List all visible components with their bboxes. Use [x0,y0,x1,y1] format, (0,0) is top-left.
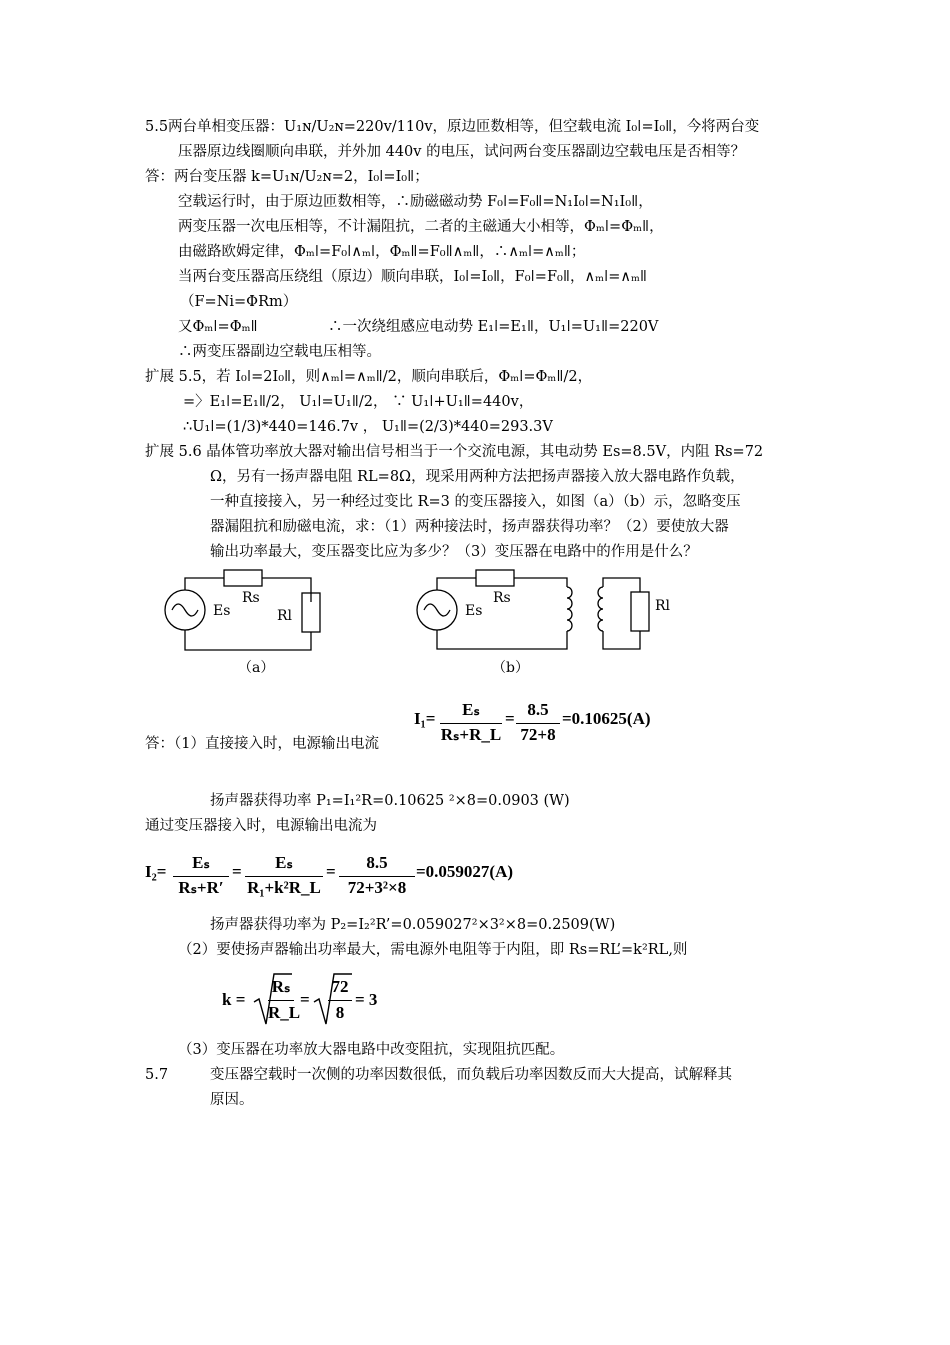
eq3-eq: = [300,990,310,1009]
eq2-den1: Rₛ+R′ [178,878,224,897]
eq1-rhs: =0.10625(A) [562,709,651,728]
ac-source-a-wave [172,604,198,616]
extension-5-6-line1: 扩展 5.6 晶体管功率放大器对输出信号相当于一个交流电源，其电动势 Es=8.5V，内阻 Rs=72 [145,444,764,460]
eq2-bar2 [245,876,323,877]
answer-5-5-line1: 答：两台变压器 k=U₁ɴ/U₂ɴ=2，I₀ǀ=I₀ǁ； [145,169,429,185]
eq1-bar1 [440,723,502,724]
answer-5-5-line6: （F=Ni=ΦRm） [180,294,298,310]
problem-5-7-line1: 变压器空载时一次侧的功率因数很低，而负载后功率因数反而大大提高，试解释其 [210,1067,732,1083]
eq2-den3: 72+3²×8 [347,878,407,897]
caption-b: （b） [492,660,529,676]
answer-5-6-part2: （2）要使扬声器输出功率最大，需电源外电阻等于内阻，即 Rs=RL’=k²RL,则 [178,942,688,958]
eq2-den2: R₁+k²R_L [247,878,321,897]
power-p2: 扬声器获得功率为 P₂=I₂²R’=0.059027²×3²×8=0.2509(W) [210,917,616,933]
problem-5-5-line2: 压器原边线圈顺向串联，并外加 440v 的电压，试问两台变压器副边空载电压是否相等？ [178,144,746,160]
label-rs-b: Rs [493,590,511,606]
extension-5-6-line3: 一种直接接入，另一种经过变比 R=3 的变压器接入，如图（a）（b）示，忽略变压 [210,494,741,510]
extension-5-6-line2: Ω，另有一扬声器电阻 RL=8Ω，现采用两种方法把扬声器接入放大器电路作负载， [210,469,745,485]
transformer-current-intro: 通过变压器接入时，电源输出电流为 [145,818,377,834]
problem-5-7-line2: 原因。 [210,1092,254,1108]
extension-5-5-line3: ∴U₁ǀ=(1/3)*440=146.7v ， U₁ǁ=(2/3)*440=293.3V [183,419,553,435]
eq1-num1: Eₛ [462,700,480,719]
eq3-lhs: k = [222,990,246,1009]
answer-5-5-line2: 空载运行时，由于原边匝数相等，∴励磁磁动势 F₀ǀ=F₀ǁ=N₁I₀ǀ=N₁I₀ǁ， [178,194,653,210]
label-rl-a: Rl [277,608,293,624]
eq3-num2: 72 [331,977,349,996]
answer-5-5-line4: 由磁路欧姆定律，Φₘǀ=F₀ǀ∧ₘǀ，Φₘǁ=F₀ǁ∧ₘǁ，∴∧ₘǀ=∧ₘǁ； [178,244,586,260]
eq3-num1: Rₛ [271,977,291,996]
answer-5-6-part1: 答：（1）直接接入时，电源输出电流 [145,736,379,752]
caption-a: （a） [238,660,275,676]
extension-5-6-line5: 输出功率最大，变压器变比应为多少？（3）变压器在电路中的作用是什么？ [210,544,698,560]
answer-5-5-line7b: ∴一次绕组感应电动势 E₁ǀ=E₁ǁ，U₁ǀ=U₁ǁ=220V [328,319,659,335]
eq1-den2: 72+8 [520,725,556,744]
ac-source-b-wave [424,604,450,616]
eq1-lhs: I₁= [414,709,436,728]
eq3-bar1 [268,1000,294,1001]
circuit-b [417,570,649,649]
eq1-eq: = [505,709,515,728]
eq3-rhs: = 3 [355,990,378,1009]
eq2-eq2: = [326,862,336,881]
eq3-den1: R_L [268,1003,301,1022]
label-rs-a: Rs [242,590,260,606]
eq2-num2: Eₛ [275,853,293,872]
eq3-den2: 8 [335,1003,345,1022]
secondary-coil [598,587,603,631]
circuit-a [165,570,320,650]
label-es-a: Es [213,603,231,619]
answer-5-5-line3: 两变压器一次电压相等，不计漏阻抗，二者的主磁通大小相等，Φₘǀ=Φₘǁ， [178,219,664,235]
resistor-rl-b [631,592,649,631]
extension-5-5-line1: 扩展 5.5，若 I₀ǀ=2I₀ǁ，则∧ₘǀ=∧ₘǁ/2，顺向串联后，Φₘǀ=Φₘǁ/2， [145,369,593,385]
eq1-num2: 8.5 [527,700,549,719]
eq2-bar1 [173,876,229,877]
answer-5-5-line7a: 又Φₘǀ=Φₘǁ [178,319,258,335]
wire-a [185,578,311,650]
eq2-num3: 8.5 [366,853,388,872]
answer-5-5-line5: 当两台变压器高压绕组（原边）顺向串联，I₀ǀ=I₀ǁ，F₀ǀ=F₀ǁ，∧ₘǀ=∧ₘǁ [178,269,648,285]
extension-5-5-line2: =〉E₁ǀ=E₁ǁ/2， U₁ǀ=U₁ǁ/2， ∵ U₁ǀ+U₁ǁ=440v， [183,394,534,410]
resistor-rs-a [224,570,262,586]
eq2-num1: Eₛ [192,853,210,872]
eq2-rhs: =0.059027(A) [416,862,514,881]
label-rl-b: Rl [655,598,671,614]
wire-b-secondary [603,578,640,649]
eq2-lhs: I₂= [145,862,167,881]
problem-5-7-number: 5.7 [145,1067,169,1083]
primary-coil [567,587,572,631]
resistor-rs-b [476,570,514,586]
extension-5-6-line4: 器漏阻抗和励磁电流，求：（1）两种接法时，扬声器获得功率？（2）要使放大器 [210,519,729,535]
power-p1: 扬声器获得功率 P₁=I₁²R=0.10625 ²×8=0.0903 (W) [210,793,570,809]
answer-5-6-part3: （3）变压器在功率放大器电路中改变阻抗，实现阻抗匹配。 [178,1042,565,1058]
eq2-eq1: = [232,862,242,881]
problem-5-5-line1: 5.5两台单相变压器：U₁ɴ/U₂ɴ=220v/110v，原边匝数相等，但空载电流 I₀ǀ=I₀ǁ，今将两台变 [145,119,760,135]
eq1-bar2 [516,723,560,724]
eq3-bar2 [328,1000,352,1001]
circuit-diagrams [0,565,950,675]
answer-5-5-conclusion: ∴两变压器副边空载电压相等。 [178,344,381,360]
eq1-den1: Rₛ+R_L [440,725,502,744]
label-es-b: Es [465,603,483,619]
eq2-bar3 [339,876,415,877]
